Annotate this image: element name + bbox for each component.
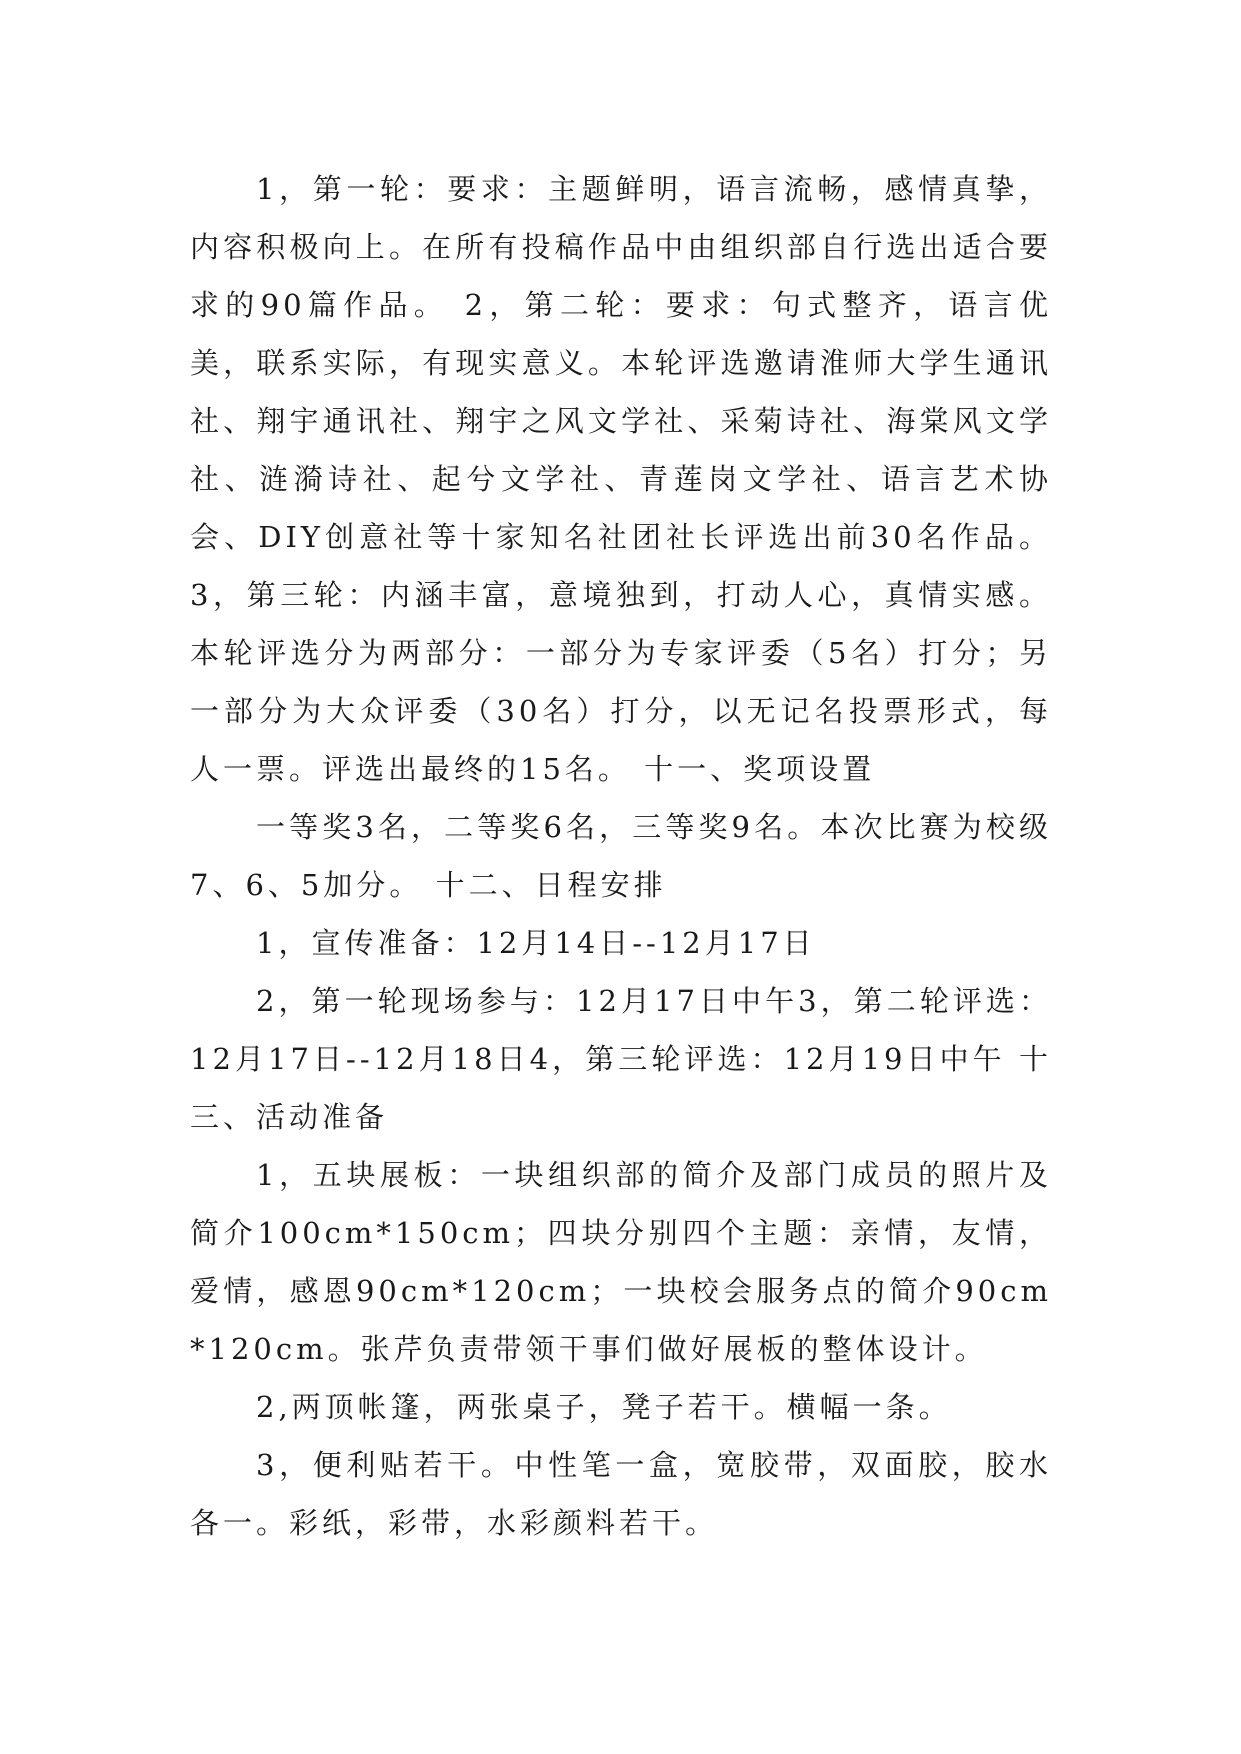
paragraph-schedule-rounds: 2，第一轮现场参与：12月17日中午3，第二轮评选：12月17日--12月18日4，第三轮评选：12月19日中午 十三、活动准备	[190, 984, 1052, 1134]
paragraph-prep-boards: 1，五块展板：一块组织部的简介及部门成员的照片及简介100cm*150cm；四块分别四个主题：亲情，友情，爱情，感恩90cm*120cm；一块校会服务点的简介90cm*120cm。张芹负责带领干事们做好展板的整体设计。	[190, 1158, 1052, 1366]
paragraph-prep-tents: 2,两顶帐篷，两张桌子，凳子若干。横幅一条。	[256, 1390, 952, 1424]
paragraph-awards: 一等奖3名，二等奖6名，三等奖9名。本次比赛为校级7、6、5加分。 十二、日程安排	[190, 810, 1052, 902]
paragraph-prep-supplies: 3，便利贴若干。中性笔一盒，宽胶带，双面胶，胶水各一。彩纸，彩带，水彩颜料若干。	[190, 1448, 1052, 1540]
paragraph-schedule-publicity: 1，宣传准备：12月14日--12月17日	[256, 926, 816, 960]
document-body	[190, 160, 1052, 1552]
paragraph-evaluation-rounds: 1，第一轮：要求：主题鲜明，语言流畅，感情真挚，内容积极向上。在所有投稿作品中由组织部自行选出适合要求的90篇作品。 2，第二轮：要求：句式整齐，语言优美，联系实际，有现实意义。本轮评选邀请淮师大学生通讯社、翔宇通讯社、翔宇之风文学社、采菊诗社、海棠风文学社、涟漪诗社、起兮文学社、青莲岗文学社、语言艺术协会、DIY创意社等十家知名社团社长评选出前30名作品。 3，第三轮：内涵丰富，意境独到，打动人心，真情实感。本轮评选分为两部分：一部分为专家评委（5名）打分；另一部分为大众评委（30名）打分，以无记名投票形式，每人一票。评选出最终的15名。 十一、奖项设置	[190, 172, 1052, 786]
